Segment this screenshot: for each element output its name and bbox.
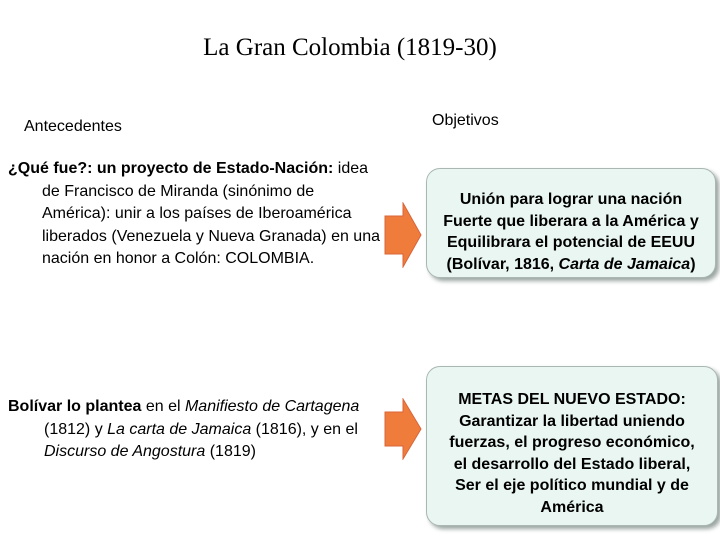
plantea-text-1: en el: [141, 398, 185, 415]
objetivo-line-3: Equilibrara el potencial de EEUU: [446, 234, 696, 251]
objetivo-line-1: Unión para lograr una nación: [459, 191, 683, 208]
right-arrow-icon: [384, 202, 422, 268]
question-body-text: idea de Francisco de Miranda (sinónimo de América): unir a los países de Iberoamérica liberados (Venezuela y Nueva Granada) en una nación en honor a Colón: COLOMBIA.: [42, 160, 380, 267]
discurso-italic: Discurso de Angostura: [44, 443, 206, 460]
bolivar-bold-text: Bolívar lo plantea: [8, 398, 142, 415]
carta-jamaica-italic: Carta de Jamaica: [558, 255, 691, 273]
metas-line-1: METAS DEL NUEVO ESTADO:: [458, 391, 686, 408]
metas-line-3: fuerzas, el progreso económico,: [449, 434, 695, 451]
plantea-text-3: (1816), y en el: [251, 420, 358, 438]
manifiesto-italic: Manifiesto de Cartagena: [184, 398, 360, 415]
objetivo-box: [426, 168, 716, 278]
plantea-text-2: (1812) y: [44, 420, 108, 438]
right-arrow-icon: [384, 398, 422, 460]
metas-line-4: el desarrollo del Estado liberal,: [453, 455, 691, 473]
objetivo-line-4-start: (Bolívar, 1816,: [446, 255, 559, 273]
planteamiento-paragraph: [8, 396, 373, 464]
metas-line-2: Garantizar la libertad uniendo: [459, 412, 685, 430]
objetivos-heading: Objetivos: [432, 112, 499, 129]
plantea-text-4: (1819): [205, 443, 256, 460]
objetivo-line-2: Fuerte que liberara a la América y: [443, 212, 699, 230]
metas-line-6: América: [540, 498, 604, 516]
metas-line-5: Ser el eje político mundial y de: [455, 477, 689, 494]
antecedentes-heading: Antecedentes: [24, 118, 122, 135]
question-bold-text: ¿Qué fue?: un proyecto de Estado-Nación:: [8, 160, 334, 177]
metas-box: [426, 366, 718, 526]
carta-italic: La carta de Jamaica: [107, 420, 252, 438]
antecedentes-paragraph: [8, 158, 380, 271]
objetivo-line-4-end: ): [690, 255, 696, 273]
objetivo-line-4: [427, 254, 715, 276]
page-title: La Gran Colombia (1819-30): [203, 34, 497, 61]
